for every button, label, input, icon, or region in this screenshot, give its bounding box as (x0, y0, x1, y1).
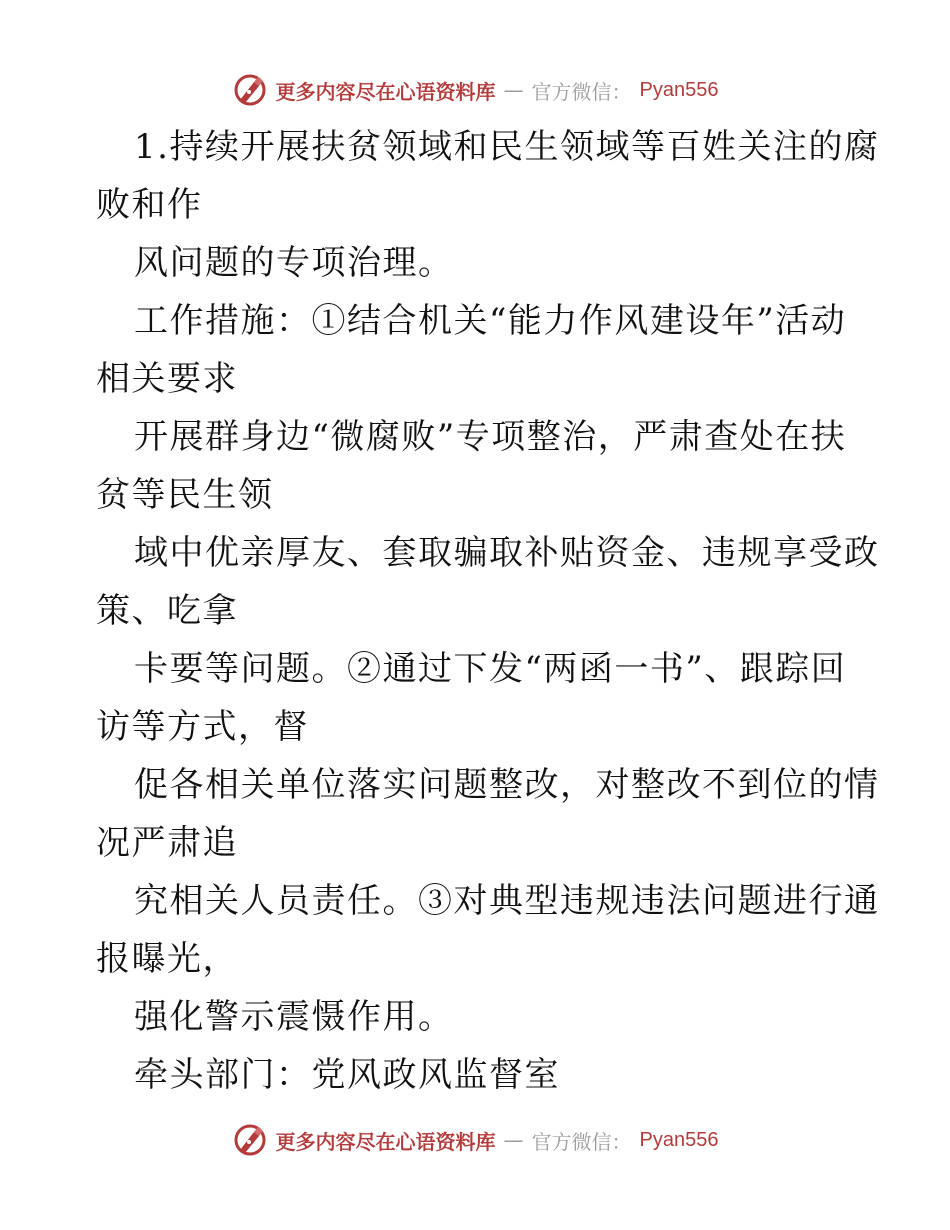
doc-line: 1.持续开展扶贫领域和民生领域等百姓关注的腐 (134, 127, 880, 167)
doc-line: 工作措施：①结合机关“能力作风建设年”活动 (134, 301, 847, 341)
banner-wechat-id: Pyan556 (639, 78, 719, 101)
doc-line: 牵头部门：党风政风监督室 (134, 1055, 560, 1095)
doc-line: 域中优亲厚友、套取骗取补贴资金、违规享受政 (134, 533, 880, 573)
doc-line: 报曝光， (96, 939, 238, 979)
header-banner (0, 70, 950, 110)
footer-banner (0, 1120, 950, 1160)
doc-line: 败和作 (96, 185, 203, 225)
banner-brand-text: 更多内容尽在心语资料库 (275, 79, 496, 104)
banner-dash: — (503, 1128, 524, 1152)
doc-line: 策、吃拿 (96, 591, 238, 631)
pen-nib-logo-icon (232, 72, 268, 108)
doc-line: 相关要求 (96, 359, 238, 399)
banner-dash: — (503, 78, 524, 102)
doc-line: 况严肃追 (96, 823, 238, 863)
doc-line: 贫等民生领 (96, 475, 274, 515)
banner-brand-text: 更多内容尽在心语资料库 (275, 1129, 496, 1154)
doc-line: 究相关人员责任。③对典型违规违法问题进行通 (134, 881, 880, 921)
doc-line: 风问题的专项治理。 (134, 243, 454, 283)
document-body (96, 118, 880, 1104)
banner-wechat-id: Pyan556 (639, 1128, 719, 1151)
doc-line: 卡要等问题。②通过下发“两函一书”、跟踪回 (134, 649, 847, 689)
doc-line: 促各相关单位落实问题整改，对整改不到位的情 (134, 765, 880, 805)
pen-nib-logo-icon (232, 1122, 268, 1158)
banner-official-label: 官方微信： (531, 1129, 632, 1154)
banner-official-label: 官方微信： (531, 79, 632, 104)
doc-line: 访等方式，督 (96, 707, 309, 747)
doc-line: 强化警示震慑作用。 (134, 997, 454, 1037)
doc-line: 开展群身边“微腐败”专项整治，严肃查处在扶 (134, 417, 847, 457)
